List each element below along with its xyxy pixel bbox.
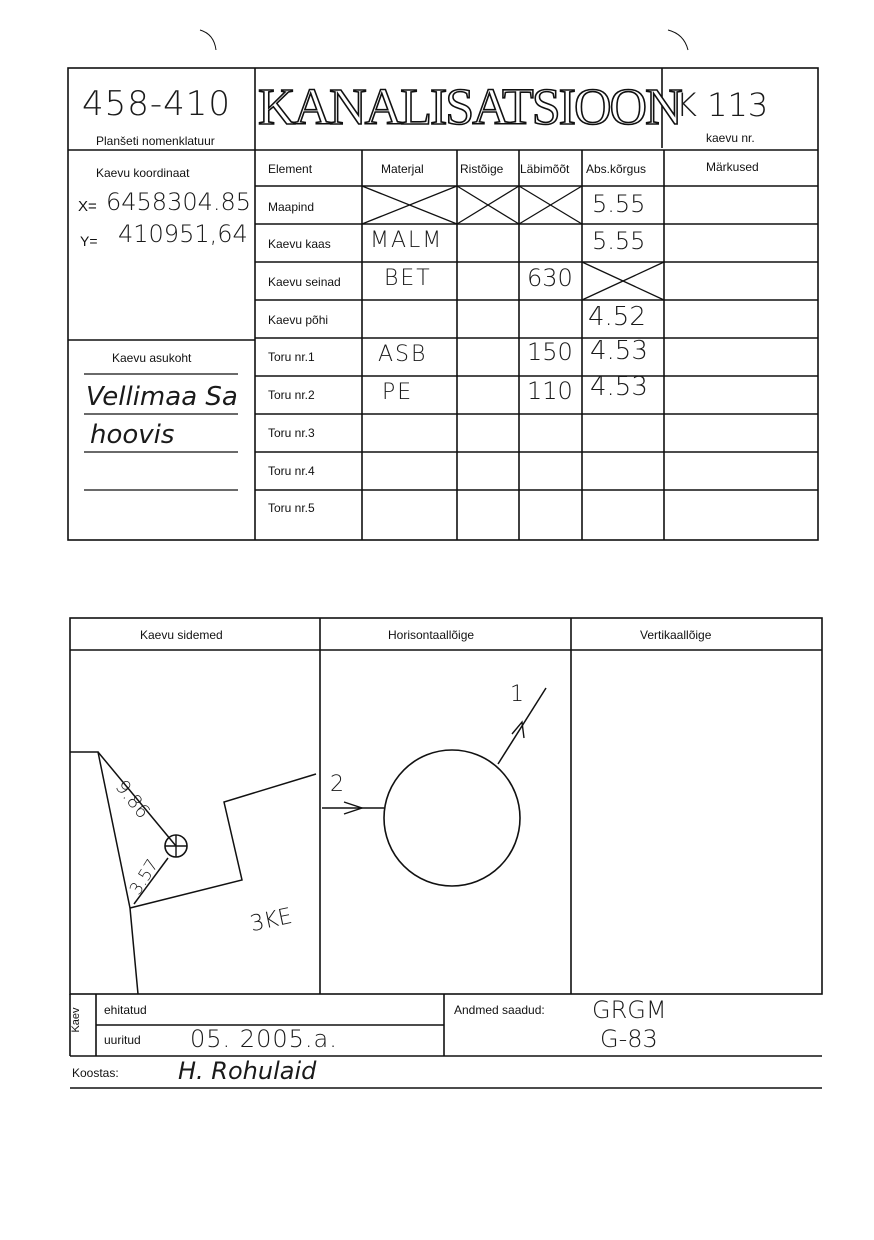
- coordinates-label: Kaevu koordinaat: [96, 166, 190, 180]
- data-source-label: Andmed saadud:: [454, 1003, 545, 1017]
- panel-header-horizontal: Horisontaallõige: [388, 628, 475, 642]
- row-abs-height-ground: 5.55: [592, 190, 646, 218]
- column-header-material: Materjal: [381, 162, 424, 176]
- row-element-walls: Kaevu seinad: [268, 275, 341, 289]
- row-element-lid: Kaevu kaas: [268, 237, 331, 251]
- row-diameter-pipe-1: 150: [527, 338, 573, 366]
- column-header-diameter: Läbimõõt: [520, 162, 570, 176]
- row-abs-height-pipe-2: 4.53: [590, 372, 648, 402]
- x-prefix: X=: [78, 198, 97, 215]
- column-header-element: Element: [268, 162, 313, 176]
- compiled-value: H. Rohulaid: [178, 1057, 317, 1085]
- panel-header-connections: Kaevu sidemed: [140, 628, 223, 642]
- row-element-pipe-5: Toru nr.5: [268, 501, 315, 515]
- footer-vertical-label: Kaev: [70, 1007, 82, 1033]
- row-element-pipe-4: Toru nr.4: [268, 464, 315, 478]
- row-element-ground: Maapind: [268, 200, 315, 214]
- coordinate-x: 6458304.85: [106, 188, 252, 216]
- row-abs-height-bottom: 4.52: [588, 302, 646, 332]
- sheet-code: 458-410: [82, 84, 232, 124]
- row-abs-height-pipe-1: 4.53: [590, 336, 648, 366]
- row-element-pipe-1: Toru nr.1: [268, 350, 315, 364]
- row-abs-height-lid: 5.55: [592, 227, 646, 255]
- row-diameter-walls: 630: [527, 264, 573, 292]
- sketch-distance-2: 3.57: [126, 855, 164, 899]
- row-element-pipe-3: Toru nr.3: [268, 426, 315, 440]
- data-source-line-2: G-83: [600, 1025, 658, 1053]
- compiled-label: Koostas:: [72, 1066, 119, 1080]
- built-label: ehitatud: [104, 1003, 147, 1017]
- surveyed-label: uuritud: [104, 1033, 141, 1047]
- well-number: K 113: [676, 86, 769, 124]
- row-material-pipe-1: ASB: [378, 342, 428, 367]
- row-material-pipe-2: PE: [382, 380, 414, 405]
- location-line-2: hoovis: [90, 420, 175, 450]
- page-title: KANALISATSIOON: [258, 79, 681, 136]
- coordinate-y: 410951,64: [118, 220, 248, 248]
- pipe-in-number: 2: [330, 772, 344, 797]
- sheet-code-label: Planšeti nomenklatuur: [96, 134, 215, 148]
- row-material-walls: BET: [384, 266, 432, 291]
- well-number-label: kaevu nr.: [706, 131, 755, 145]
- location-line-1: Vellimaa Sa: [86, 382, 238, 412]
- row-element-pipe-2: Toru nr.2: [268, 388, 315, 402]
- row-element-bottom: Kaevu põhi: [268, 313, 329, 327]
- pipe-out-number: 1: [510, 682, 524, 707]
- row-diameter-pipe-2: 110: [527, 377, 573, 405]
- surveyed-value: 05. 2005.a.: [190, 1025, 338, 1053]
- data-source-line-1: GRGM: [592, 996, 667, 1024]
- y-prefix: Y=: [80, 233, 98, 249]
- location-label: Kaevu asukoht: [112, 351, 192, 365]
- panel-header-vertical: Vertikaallõige: [640, 628, 712, 642]
- column-header-cross-section: Ristõige: [460, 162, 504, 176]
- sketch-building-label: 3KE: [247, 903, 295, 938]
- column-header-abs-height: Abs.kõrgus: [586, 162, 647, 176]
- row-material-lid: MALM: [370, 228, 444, 253]
- column-header-notes: Märkused: [706, 160, 759, 174]
- sketch-distance-1: 9.86: [110, 776, 155, 823]
